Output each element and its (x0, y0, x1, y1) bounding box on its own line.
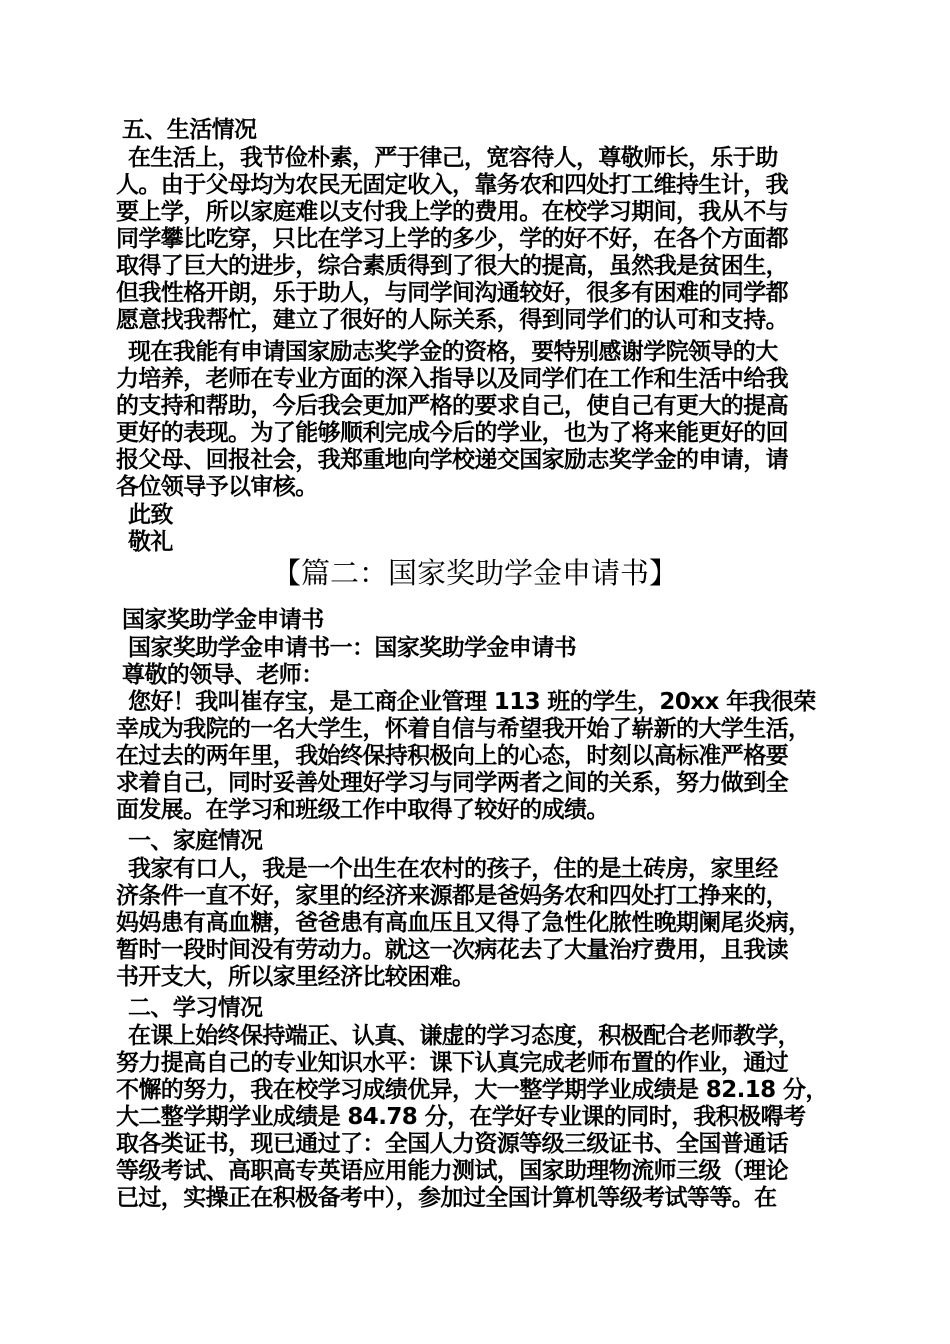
paragraph-line: 报父母、回报社会，我郑重地向学校递交国家励志奖学金的申请，请 (116, 447, 789, 473)
paragraph-line: 取各类证书，现已通过了：全国人力资源等级三级证书、全国普通话 (116, 1131, 789, 1157)
salutation: 尊敬的领导、老师： (122, 662, 324, 688)
paragraph-line: 已过，实操正在积极备考中），参加过全国计算机等级考试等等。在 (116, 1185, 777, 1211)
paragraph-line: 愿意找我帮忙，建立了很好的人际关系，得到同学们的认可和支持。 (116, 307, 789, 333)
paragraph-line: 要上学，所以家庭难以支付我上学的费用。在校学习期间，我从不与 (116, 199, 789, 225)
paragraph-line: 幸成为我院的一名大学生，怀着自信与希望我开始了崭新的大学生活， (116, 716, 811, 742)
paragraph-line: 您好！我叫崔存宝，是工商企业管理 113 班的学生，20xx 年我很荣 (128, 689, 816, 715)
section-heading-family: 一、家庭情况 (128, 828, 263, 854)
paragraph-line: 在生活上，我节俭朴素，严于律己，宽容待人，尊敬师长，乐于助 (128, 145, 778, 171)
paragraph-line: 努力提高自己的专业知识水平：课下认真完成老师布置的作业，通过 (116, 1050, 789, 1076)
paragraph-line: 现在我能有申请国家励志奖学金的资格，要特别感谢学院领导的大 (128, 339, 778, 365)
paragraph-line: 面发展。在学习和班级工作中取得了较好的成绩。 (116, 797, 609, 823)
closing-cizhi: 此致 (128, 502, 173, 528)
closing-jingli: 敬礼 (128, 529, 173, 555)
paragraph-line: 的支持和帮助，今后我会更加严格的要求自己，使自己有更大的提高 (116, 393, 789, 419)
paragraph-line: 各位领导予以审核。 (116, 474, 318, 500)
paragraph-line: 济条件一直不好，家里的经济来源都是爸妈务农和四处打工挣来的， (116, 883, 789, 909)
paragraph-line: 取得了巨大的进步，综合素质得到了很大的提高，虽然我是贫困生， (116, 253, 789, 279)
paragraph-line: 等级考试、高职高专英语应用能力测试，国家助理物流师三级（理论 (116, 1158, 789, 1184)
paragraph-line: 人。由于父母均为农民无固定收入，靠务农和四处打工维持生计，我 (116, 172, 789, 198)
paragraph-line: 我家有口人，我是一个出生在农村的孩子，住的是土砖房，家里经 (128, 856, 778, 882)
section-heading-study: 二、学习情况 (128, 995, 263, 1021)
paragraph-line: 力培养，老师在专业方面的深入指导以及同学们在工作和生活中给我 (116, 366, 789, 392)
paragraph-line: 同学攀比吃穿，只比在学习上学的多少，学的好不好，在各个方面都 (116, 226, 789, 252)
paragraph-line: 更好的表现。为了能够顺利完成今后的学业，也为了将来能更好的回 (116, 420, 789, 446)
document-subtitle: 国家奖助学金申请书一：国家奖助学金申请书 (128, 635, 577, 661)
paragraph-line: 在课上始终保持端正、认真、谦虚的学习态度，积极配合老师教学， (128, 1023, 801, 1049)
document-title: 国家奖助学金申请书 (122, 607, 324, 633)
paragraph-line: 不懈的努力，我在校学习成绩优异，大一整学期学业成绩是 82.18 分， (116, 1077, 828, 1103)
part-heading: 【篇二：国家奖助学金申请书】 (271, 556, 678, 590)
paragraph-line: 书开支大，所以家里经济比较困难。 (116, 964, 475, 990)
paragraph-line: 妈妈患有高血糖，爸爸患有高血压且又得了急性化脓性晚期阑尾炎病， (116, 910, 811, 936)
paragraph-line: 暂时一段时间没有劳动力。就这一次病花去了大量治疗费用，且我读 (116, 937, 789, 963)
paragraph-line: 在过去的两年里，我始终保持积极向上的心态，时刻以高标准严格要 (116, 743, 789, 769)
paragraph-line: 求着自己，同时妥善处理好学习与同学两者之间的关系，努力做到全 (116, 770, 789, 796)
paragraph-line: 但我性格开朗，乐于助人，与同学间沟通较好，很多有困难的同学都 (116, 280, 789, 306)
paragraph-line: 大二整学期学业成绩是 84.78 分，在学好专业课的同时，我积极嘚考 (116, 1104, 806, 1130)
section-heading-life: 五、生活情况 (122, 117, 257, 143)
